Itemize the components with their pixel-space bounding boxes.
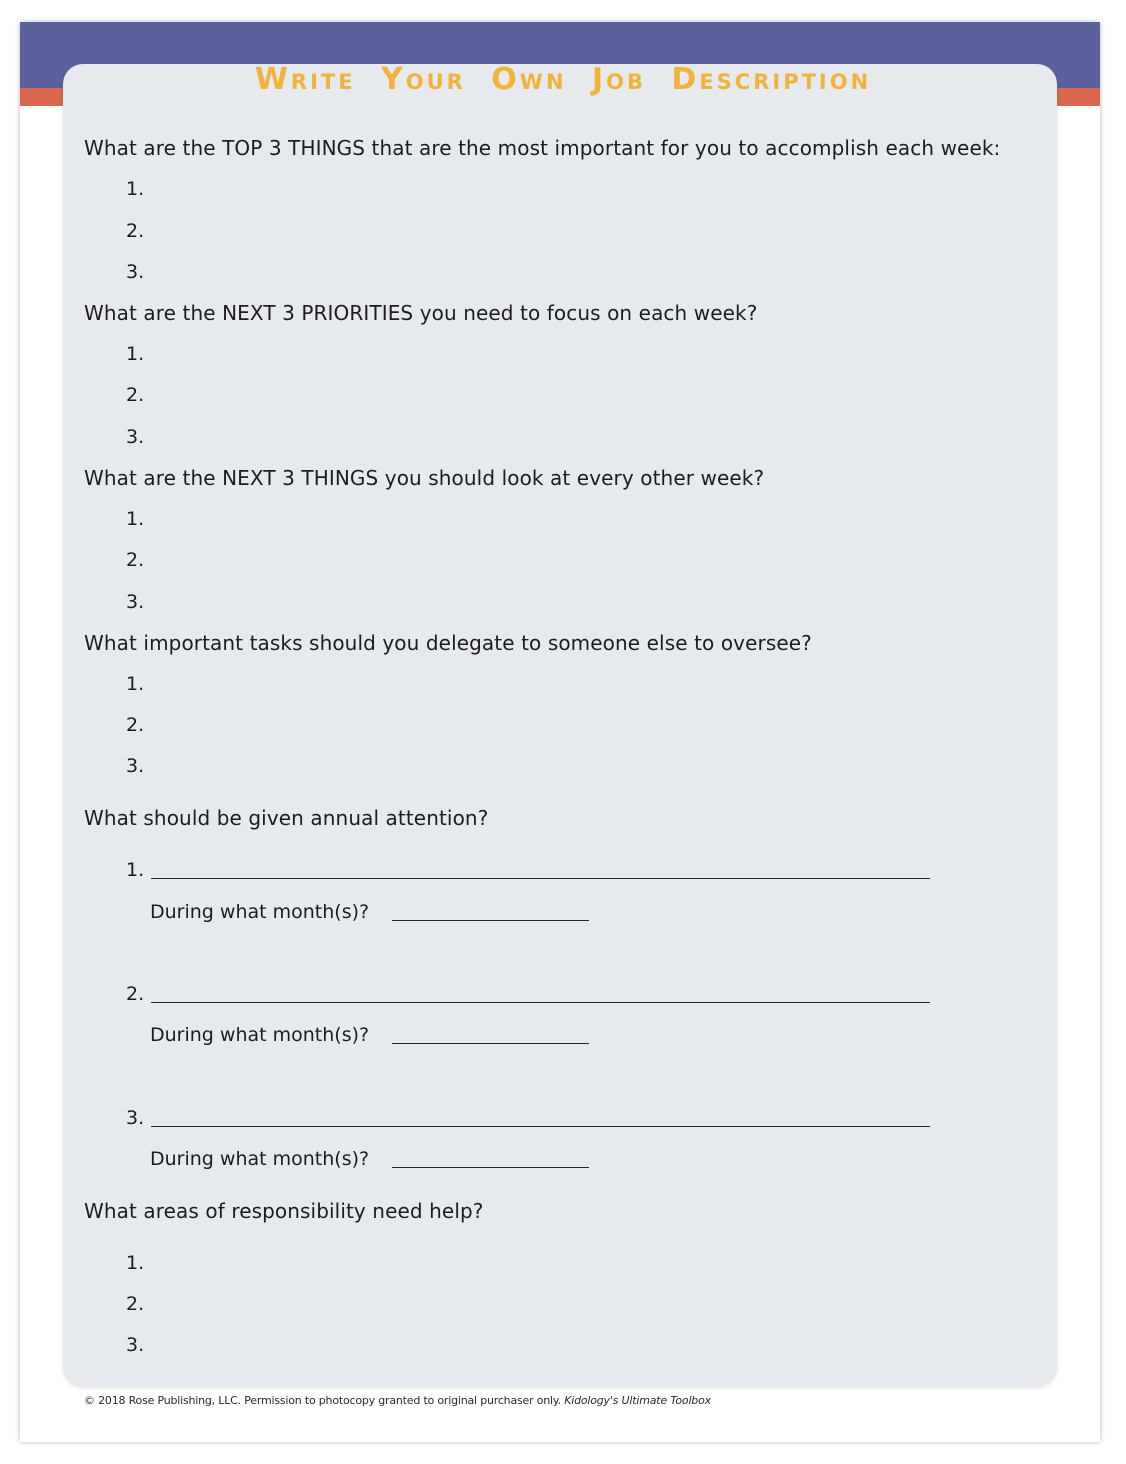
list-item-number: 1. (126, 508, 145, 530)
question-annual-attention: What should be given annual attention? (84, 806, 489, 830)
footer-copyright (84, 1393, 711, 1409)
content-panel (63, 64, 1057, 1386)
annual-item-3-month-line[interactable] (392, 1167, 589, 1168)
month-prompt: During what month(s)? (150, 1024, 370, 1046)
list-item-number: 1. (126, 343, 145, 365)
list-item-number: 2. (126, 384, 145, 406)
list-item-number: 2. (126, 714, 145, 736)
question-next-3-priorities: What are the NEXT 3 PRIORITIES you need to focus on each week? (84, 301, 758, 325)
list-item-number: 1. (126, 859, 145, 881)
annual-item-3-answer-line[interactable] (151, 1126, 930, 1127)
list-item-number: 3. (126, 426, 145, 448)
book-title: Kidology's Ultimate Toolbox (564, 1394, 711, 1407)
list-item-number: 1. (126, 673, 145, 695)
copyright-text: © 2018 Rose Publishing, LLC. Permission to photocopy granted to original purchaser only. (84, 1394, 561, 1407)
question-top-3-things: What are the TOP 3 THINGS that are the most important for you to accomplish each week: (84, 136, 1001, 160)
list-item-number: 2. (126, 549, 145, 571)
list-item-number: 3. (126, 1107, 145, 1129)
annual-item-1-month-line[interactable] (392, 920, 589, 921)
list-item-number: 1. (126, 178, 145, 200)
page-title: Write Your Own Job Description (254, 62, 872, 97)
list-item-number: 3. (126, 755, 145, 777)
list-item-number: 1. (126, 1252, 145, 1274)
list-item-number: 2. (126, 983, 145, 1005)
month-prompt: During what month(s)? (150, 1148, 370, 1170)
annual-item-2-answer-line[interactable] (151, 1002, 930, 1003)
list-item-number: 2. (126, 1293, 145, 1315)
worksheet-page (20, 22, 1100, 1442)
question-responsibility-help: What areas of responsibility need help? (84, 1199, 484, 1223)
annual-item-2-month-line[interactable] (392, 1043, 589, 1044)
question-delegate-tasks: What important tasks should you delegate to someone else to oversee? (84, 631, 812, 655)
list-item-number: 2. (126, 220, 145, 242)
annual-item-1-answer-line[interactable] (151, 878, 930, 879)
list-item-number: 3. (126, 1334, 145, 1356)
list-item-number: 3. (126, 261, 145, 283)
list-item-number: 3. (126, 591, 145, 613)
question-next-3-things: What are the NEXT 3 THINGS you should look at every other week? (84, 466, 765, 490)
month-prompt: During what month(s)? (150, 901, 370, 923)
